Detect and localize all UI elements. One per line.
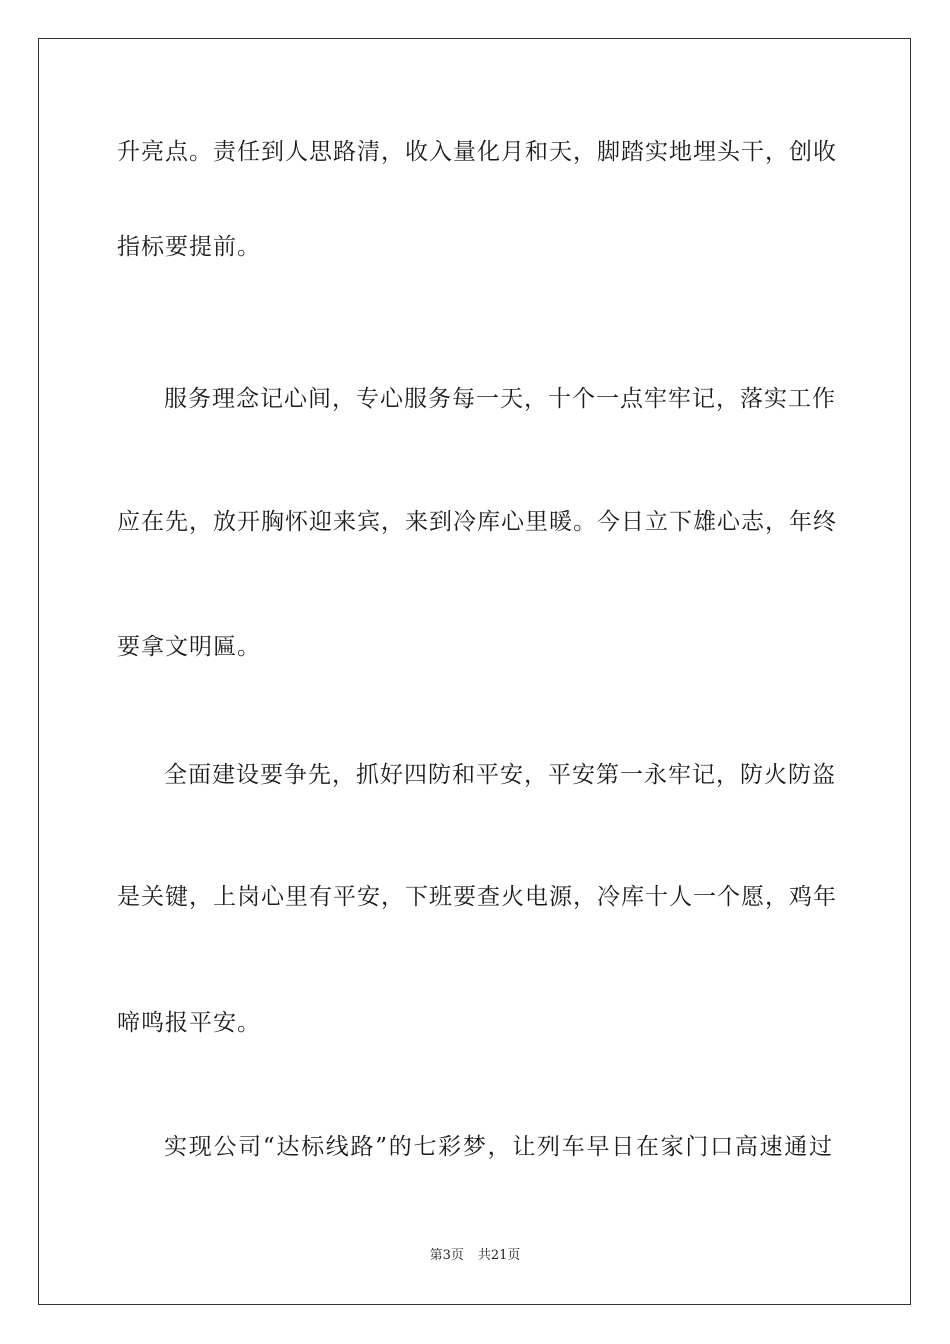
- text-line: 全面建设要争先，抓好四防和平安，平安第一永牢记，防火防盗: [164, 762, 836, 788]
- page-number: 第3页: [429, 1248, 464, 1263]
- text-line: 啼鸣报平安。: [117, 1010, 261, 1036]
- page-footer: [0, 1247, 950, 1265]
- text-line: 升亮点。责任到人思路清，收入量化月和天，脚踏实地埋头干，创收: [117, 139, 837, 165]
- text-line: 是关键，上岗心里有平安，下班要查火电源，冷库十人一个愿，鸡年: [117, 884, 837, 910]
- text-line: 实现公司“达标线路”的七彩梦，让列车早日在家门口高速通过: [164, 1134, 833, 1160]
- page-total: 共21页: [477, 1248, 521, 1263]
- text-line: 要拿文明匾。: [117, 634, 261, 660]
- text-line: 应在先，放开胸怀迎来宾，来到冷库心里暖。今日立下雄心志，年终: [117, 509, 837, 535]
- text-line: 指标要提前。: [117, 234, 261, 260]
- text-line: 服务理念记心间，专心服务每一天，十个一点牢牢记，落实工作: [164, 386, 836, 412]
- page-border: [38, 38, 911, 1305]
